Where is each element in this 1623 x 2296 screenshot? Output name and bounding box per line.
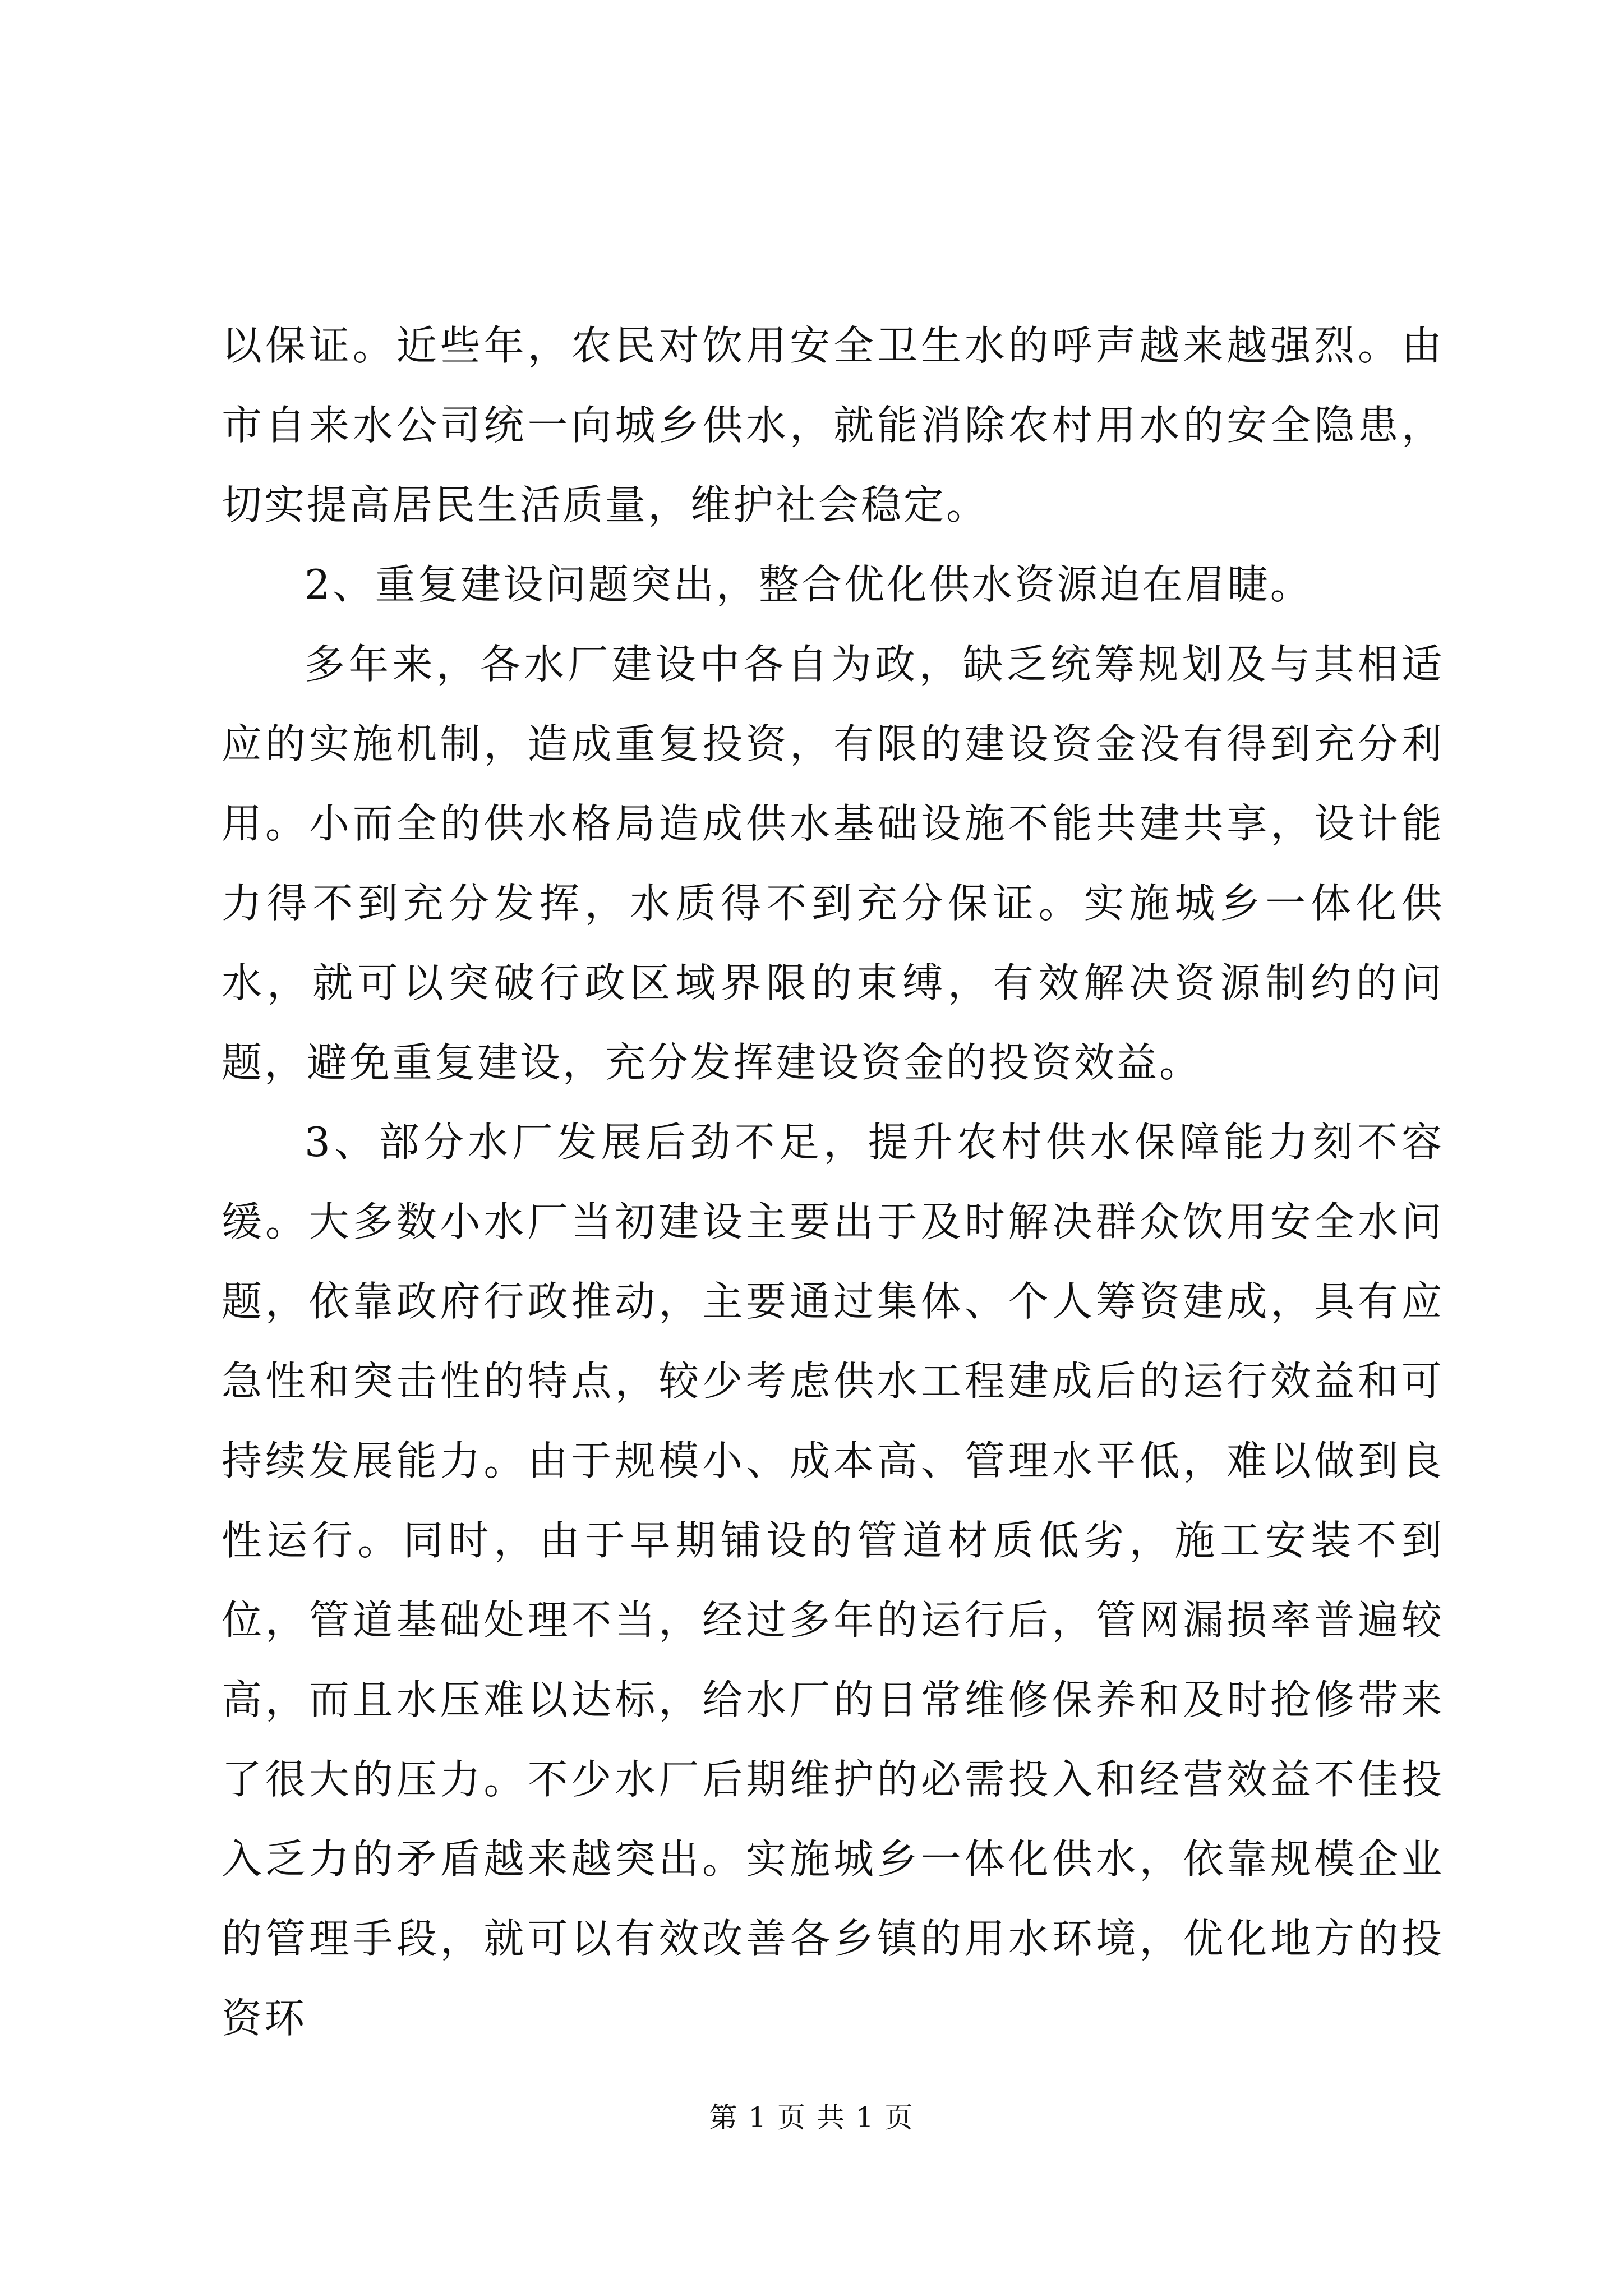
paragraph-duplicate-construction: 多年来，各水厂建设中各自为政，缺乏统筹规划及与其相适应的实施机制，造成重复投资，有限的建设资金没有得到充分利用。小而全的供水格局造成供水基础设施不能共建共享，设计能力得不到充分发挥，水质得不到充分保证。实施城乡一体化供水，就可以突破行政区域界限的束缚，有效解决资源制约的问题，避免重复建设，充分发挥建设资金的投资效益。 — [222, 641, 1444, 1086]
paragraph-continuation: 以保证。近些年，农民对饮用安全卫生水的呼声越来越强烈。由市自来水公司统一向城乡供水，就能消除农村用水的安全隐患，切实提高居民生活质量，维护社会稳定。 — [222, 322, 1444, 528]
paragraph-heading-2: 2、重复建设问题突出，整合优化供水资源迫在眉睫。 — [305, 561, 1313, 608]
page-footer: 第 1 页 共 1 页 — [709, 2101, 914, 2134]
paragraph-heading-3: 3、部分水厂发展后劲不足，提升农村供水保障能力刻不容缓。大多数小水厂当初建设主要出于及时解决群众饮用安全水问题，依靠政府行政推动，主要通过集体、个人筹资建成，具有应急性和突击性的特点，较少考虑供水工程建成后的运行效益和可持续发展能力。由于规模小、成本高、管理水平低，难以做到良性运行。同时，由于早期铺设的管道材质低劣，施工安装不到位，管道基础处理不当，经过多年的运行后，管网漏损率普遍较高，而且水压难以达标，给水厂的日常维修保养和及时抢修带来了很大的压力。不少水厂后期维护的必需投入和经营效益不佳投入乏力的矛盾越来越突出。实施城乡一体化供水，依靠规模企业的管理手段，就可以有效改善各乡镇的用水环境，优化地方的投资环 — [222, 1119, 1444, 2042]
document-body — [222, 306, 1444, 2058]
